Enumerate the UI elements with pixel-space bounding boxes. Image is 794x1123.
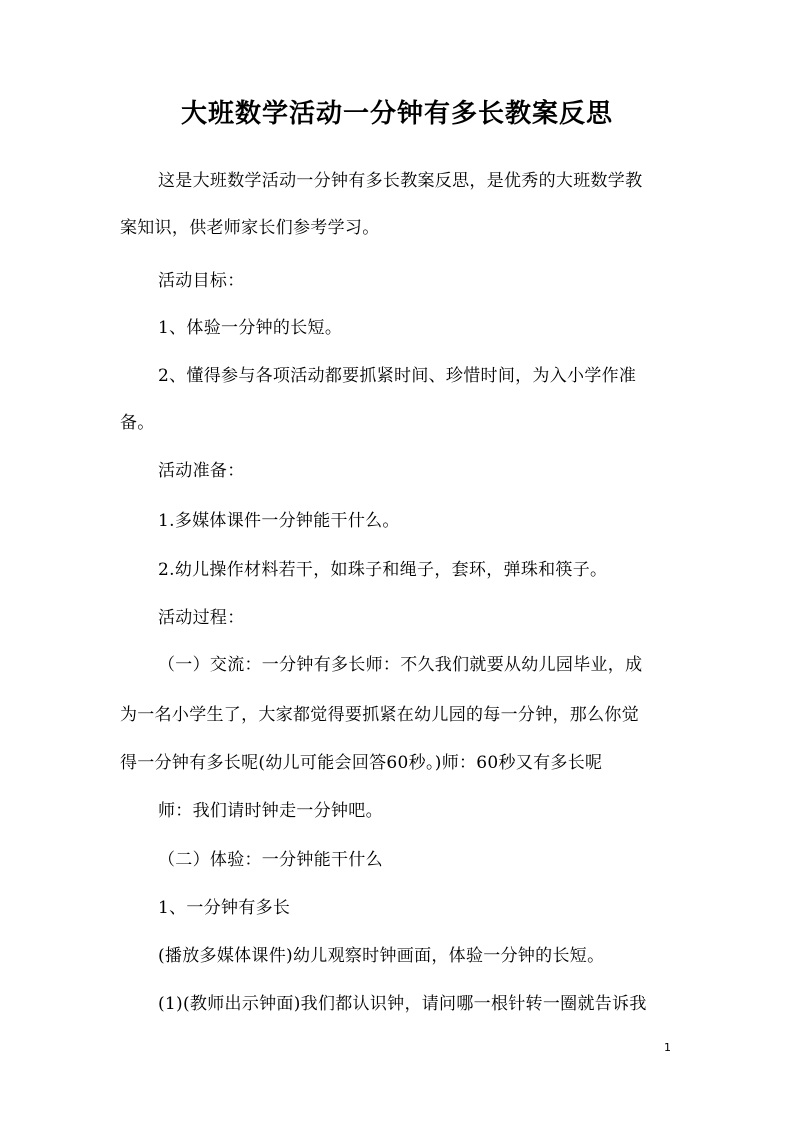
section-heading: 活动过程： <box>158 608 245 628</box>
section-heading: （二）体验：一分钟能干什么 <box>158 850 383 870</box>
list-item: 2、懂得参与各项活动都要抓紧时间、珍惜时间，为入小学作准 <box>158 366 637 386</box>
section-heading: 活动目标： <box>158 271 245 291</box>
paragraph-line: （一）交流：一分钟有多长师：不久我们就要从幼儿园毕业，成 <box>158 655 643 675</box>
paragraph-line: 为一名小学生了，大家都觉得要抓紧在幼儿园的每一分钟，那么你觉 <box>120 705 639 725</box>
page-number: 1 <box>664 1041 671 1054</box>
list-item: 1、体验一分钟的长短。 <box>158 318 343 338</box>
paragraph-line: (1)(教师出示钟面)我们都认识钟，请问哪一根针转一圈就告诉我 <box>158 994 647 1014</box>
list-item: 1、一分钟有多长 <box>158 898 291 918</box>
paragraph-line: 这是大班数学活动一分钟有多长教案反思，是优秀的大班数学教 <box>158 171 643 191</box>
section-heading: 活动准备： <box>158 461 245 481</box>
list-item-continuation: 备。 <box>120 413 155 433</box>
paragraph-line: (播放多媒体课件)幼儿观察时钟画面，体验一分钟的长短。 <box>158 946 605 966</box>
paragraph-line: 得一分钟有多长呢(幼儿可能会回答60秒。)师：60秒又有多长呢 <box>120 753 603 773</box>
paragraph-line: 师：我们请时钟走一分钟吧。 <box>158 801 383 821</box>
list-item: 2.幼儿操作材料若干，如珠子和绳子，套环，弹珠和筷子。 <box>158 560 608 580</box>
list-item: 1.多媒体课件一分钟能干什么。 <box>158 511 400 531</box>
paragraph-line: 案知识，供老师家长们参考学习。 <box>120 218 380 238</box>
document-title: 大班数学活动一分钟有多长教案反思 <box>180 99 613 129</box>
